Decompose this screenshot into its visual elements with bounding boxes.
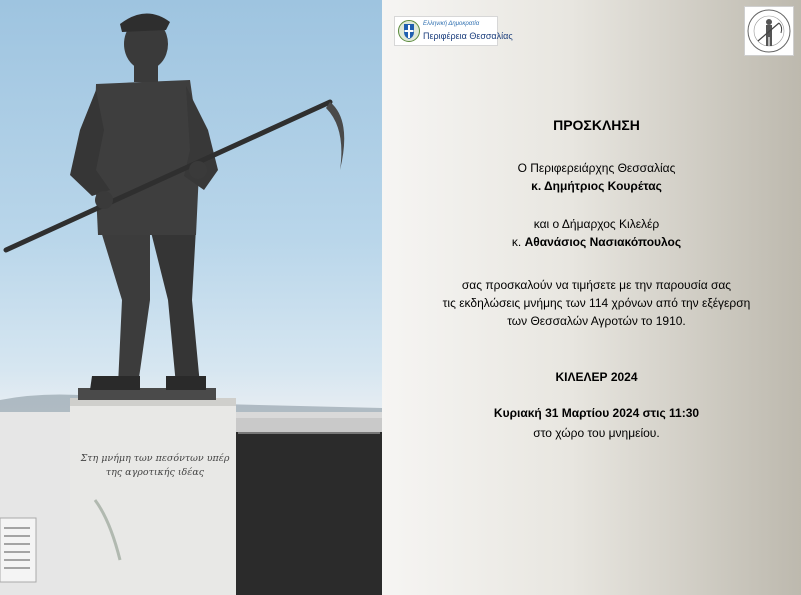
municipality-seal-icon (745, 7, 793, 55)
invitation-title: ΠΡΟΣΚΛΗΣΗ (553, 117, 640, 133)
governor-name: κ. Δημήτριος Κουρέτας (531, 179, 662, 193)
mayor-role: και ο Δήμαρχος Κιλελέρ (533, 217, 660, 231)
region-country-text: Ελληνική Δημοκρατία (423, 21, 480, 27)
monument-photo (0, 0, 382, 595)
governor-role: Ο Περιφερειάρχης Θεσσαλίας (517, 161, 676, 175)
event-datetime: Κυριακή 31 Μαρτίου 2024 στις 11:30 (493, 406, 700, 420)
event-title: ΚΙΛΕΛΕΡ 2024 (555, 370, 638, 384)
invitation-body-line-3: των Θεσσαλών Αγροτών το 1910. (507, 314, 686, 328)
monument-inscription (80, 452, 230, 480)
mayor-line (392, 233, 801, 251)
invitation-body-line-1: σας προσκαλούν να τιμήσετε με την παρουσία σας (461, 278, 732, 292)
farmer-statue-illustration (0, 0, 382, 595)
region-logo (394, 16, 513, 46)
inscription-line-1: Στη μνήμη των πεσόντων υπέρ (80, 453, 230, 464)
greek-coat-of-arms-icon (398, 20, 420, 42)
mayor-name: Αθανάσιος Νασιακόπουλος (524, 235, 682, 249)
municipality-logo (744, 6, 794, 56)
event-location: στο χώρο του μνημείου. (533, 426, 660, 440)
invitation-body-line-2: τις εκδηλώσεις μνήμης των 114 χρόνων από την εξέγερση (442, 296, 751, 310)
inscription-line-2: της αγροτικής ιδέας (105, 467, 205, 478)
region-name-text: Περιφέρεια Θεσσαλίας (423, 31, 513, 41)
mayor-prefix: κ. (511, 235, 522, 249)
